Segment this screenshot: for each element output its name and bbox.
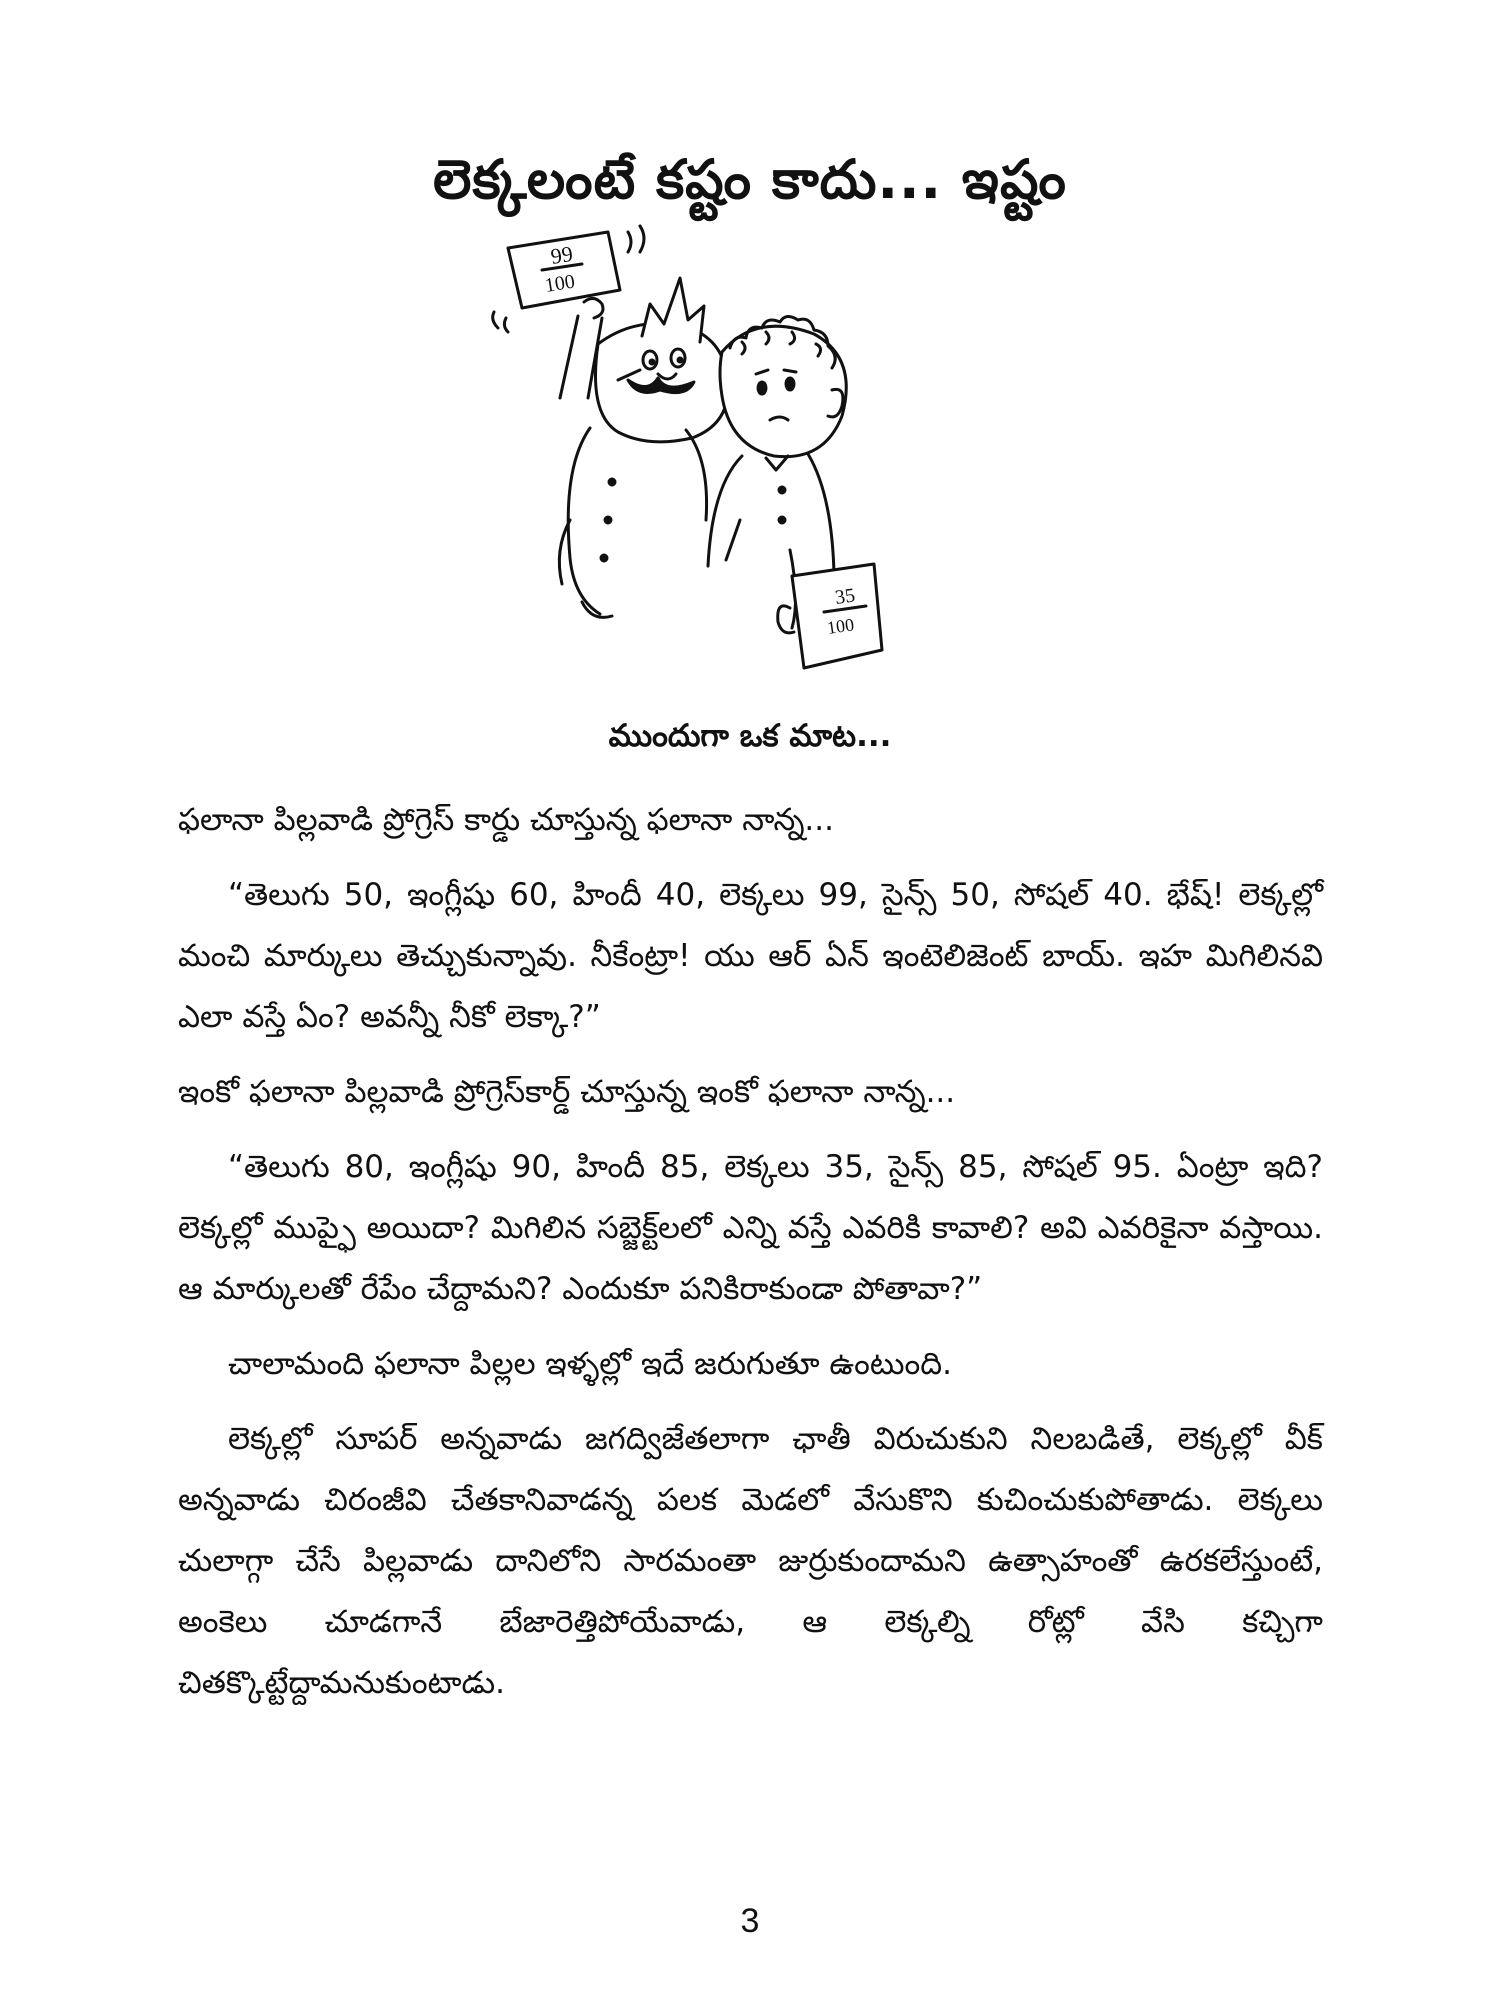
- cartoon-illustration: [490, 220, 1010, 690]
- paragraph-5: చాలామంది ఫలానా పిల్లల ఇళ్ళల్లో ఇదే జరుగుతూ ఉంటుంది.: [228, 1346, 952, 1382]
- paragraph-6: లెక్కల్లో సూపర్ అన్నవాడు జగద్విజేతలాగా ఛాతీ విరుచుకుని నిలబడితే, లెక్కల్లో వీక్ అన్నవాడు చిరంజీవి చేతకానివాడన్న పలక మెడలో వేసుకొని కుచించుకుపోతాడు. లెక్కలు చులాగ్గా చేసే పిల్లవాడు దానిలోని సారమంతా జుర్రుకుందామని ఉత్సాహంతో ఉరకలేస్తుంటే, అంకెలు చూడగానే బేజారెత్తిపోయేవాడు, ఆ లెక్కల్ని రోట్లో వేసి కచ్చిగా చితక్కొట్టేద్దామనుకుంటాడు.: [178, 1421, 1323, 1701]
- father-figure: [559, 278, 728, 617]
- page-number: 3: [740, 1902, 760, 1940]
- section-subheading: ముందుగా ఒక మాట...: [608, 718, 892, 754]
- paragraph-1: ఫలానా పిల్లవాడి ప్రోగ్రెస్ కార్డు చూస్తున్న ఫలానా నాన్న...: [178, 802, 834, 838]
- paragraph-4: “తెలుగు 80, ఇంగ్లీషు 90, హిందీ 85, లెక్కలు 35, సైన్స్ 85, సోషల్ 95. ఏంట్రా ఇది? లెక్కల్లో ముప్ఫై అయిదా? మిగిలిన సబ్జెక్ట్‌లలో ఎన్ని వస్తే ఎవరికి కావాలి? అవి ఎవరికైనా వస్తాయి. ఆ మార్కులతో రేపేం చేద్దామని? ఎందుకూ పనికిరాకుండా పోతావా?”: [178, 1149, 1323, 1307]
- father-card-marks: 99: [548, 240, 575, 269]
- child-card-marks: 35: [833, 584, 857, 609]
- paragraph-2: “తెలుగు 50, ఇంగ్లీషు 60, హిందీ 40, లెక్కలు 99, సైన్స్ 50, సోషల్ 40. భేష్! లెక్కల్లో మంచి మార్కులు తెచ్చుకున్నావు. నీకేంట్రా! యు ఆర్ ఏన్ ఇంటెలిజెంట్ బాయ్. ఇహ మిగిలినవి ఎలా వస్తే ఏం? అవన్నీ నీకో లెక్కా?”: [178, 877, 1323, 1035]
- father-card-total: 100: [543, 270, 577, 297]
- child-card-total: 100: [825, 614, 856, 638]
- father-progress-card: [508, 232, 620, 308]
- paragraph-3: ఇంకో ఫలానా పిల్లవాడి ప్రోగ్రెస్‌కార్డ్ చూస్తున్న ఇంకో ఫలానా నాన్న...: [178, 1074, 956, 1110]
- body-text: [178, 790, 1323, 1728]
- page-title: లెక్కలంటే కష్టం కాదు... ఇష్టం: [433, 148, 1067, 212]
